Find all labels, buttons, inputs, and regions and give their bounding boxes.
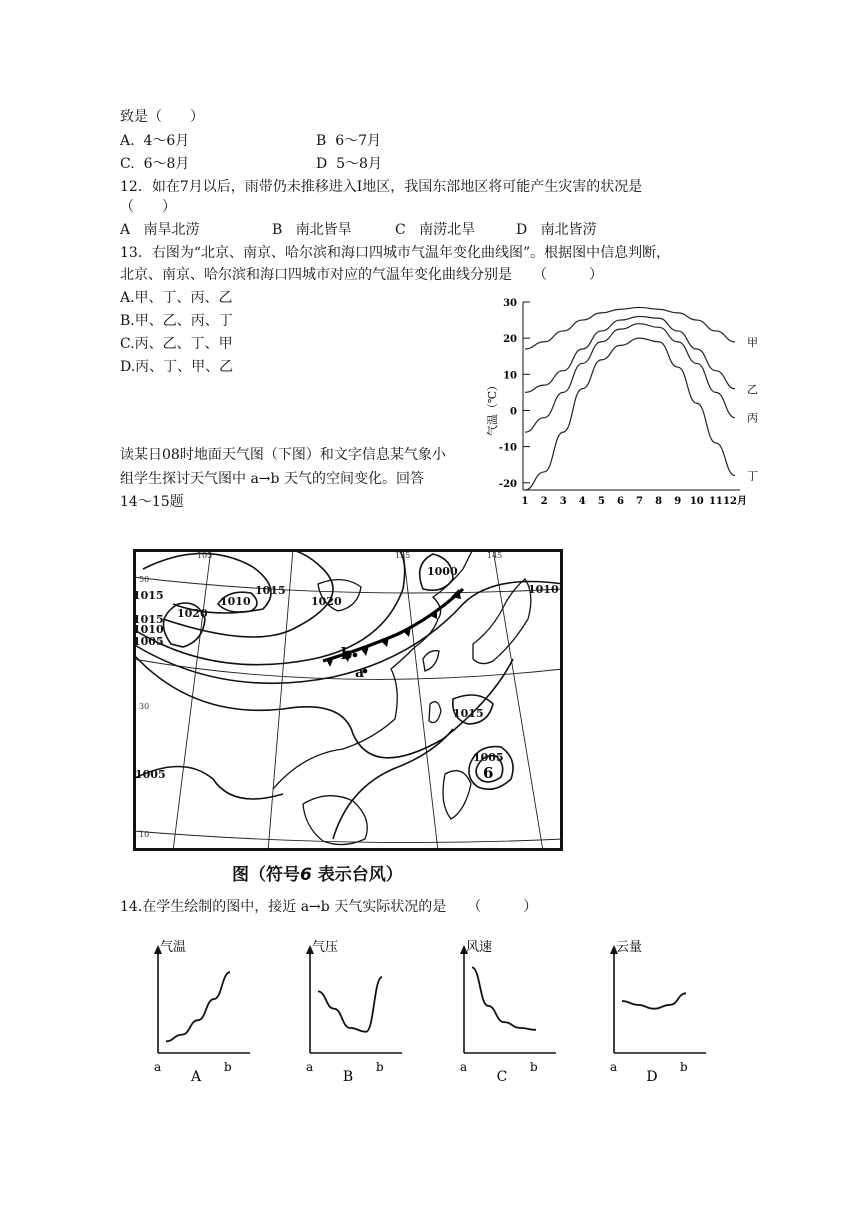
option-chart-c <box>446 935 566 1085</box>
option-text: 6～7月 <box>335 133 382 149</box>
q12-paren: （ ） <box>120 199 176 215</box>
x-tick-label: 1 <box>521 496 529 507</box>
isobar-label: 1010 <box>220 595 251 608</box>
option-label: C. <box>120 156 135 172</box>
x-tick-label: 9 <box>674 496 682 507</box>
q11-option-a <box>120 132 189 150</box>
y-tick-label: 10 <box>503 370 517 382</box>
q14-stem: 14.在学生绘制的图中，接近 a→b 天气实际状况的是 （ ） <box>120 899 538 915</box>
option-text: 南北皆旱 <box>295 222 352 238</box>
lon-label: 135 <box>395 551 411 560</box>
isobar-label: 1005 <box>135 768 166 781</box>
lon-label: 105 <box>197 551 213 560</box>
series-line-丁 <box>525 338 735 490</box>
mini-option-id: C <box>496 1069 508 1085</box>
option-text: 6～8月 <box>143 156 190 172</box>
mini-option-id: A <box>190 1069 202 1085</box>
x-tick-label: 8 <box>655 496 663 507</box>
y-tick-label: -10 <box>498 442 517 454</box>
series-line-丙 <box>525 324 735 432</box>
lat-label: 30 <box>139 702 150 711</box>
isobar-label: 1010 <box>528 583 559 596</box>
lat-label: 50 <box>139 575 150 584</box>
series-label-甲: 甲 <box>747 335 758 349</box>
option-text: 南涝北旱 <box>419 222 476 238</box>
mini-x-end: b <box>376 1060 384 1074</box>
mini-y-label: 风速 <box>466 940 493 955</box>
caption-tail: 表示台风） <box>317 865 403 885</box>
option-label: D <box>516 222 528 238</box>
option-label: B <box>272 222 283 238</box>
mini-x-end: b <box>680 1060 688 1074</box>
option-text: 4～6月 <box>143 133 190 149</box>
q13-option-a: A.甲、丁、丙、乙 <box>120 290 233 306</box>
caption-text: 图（符号 <box>232 865 300 885</box>
y-tick-label: 20 <box>503 334 517 346</box>
option-label: D <box>316 156 328 172</box>
mini-trend-curve <box>318 977 382 1032</box>
y-tick-label: 0 <box>510 406 517 418</box>
series-line-甲 <box>525 307 735 349</box>
x-tick-label: 4 <box>578 496 586 507</box>
typhoon-glyph: 6 <box>300 865 312 885</box>
q12-option-a <box>120 221 199 239</box>
option-label: A <box>120 222 131 238</box>
q13-option-b: B.甲、乙、丙、丁 <box>120 313 233 329</box>
q11-stem-tail: 致是（ ） <box>120 109 204 125</box>
series-label-丙: 丙 <box>747 411 758 425</box>
option-text: 5～8月 <box>336 156 382 172</box>
isobar-label: 1000 <box>427 565 458 578</box>
mini-x-end: b <box>530 1060 538 1074</box>
mini-x-start: a <box>610 1060 618 1074</box>
x-tick-label: 2 <box>540 496 548 507</box>
q13-option-c: C.丙、乙、丁、甲 <box>120 336 233 352</box>
q13-option-d: D.丙、丁、甲、乙 <box>120 359 234 375</box>
isobar-label: 1005 <box>473 751 504 764</box>
option-chart-b <box>292 935 412 1085</box>
mini-x-start: a <box>306 1060 314 1074</box>
option-label: B <box>316 133 327 149</box>
series-label-丁: 丁 <box>747 469 758 483</box>
y-tick-label: 30 <box>503 298 517 309</box>
x-tick-label: 6 <box>616 496 624 507</box>
lon-label: 145 <box>487 551 503 560</box>
mini-y-label: 气温 <box>160 940 187 955</box>
intro-line2: 组学生探讨天气图中 a→b 天气的空间变化。回答 <box>120 471 424 487</box>
isobar-label: 1020 <box>177 607 208 620</box>
surface-weather-map <box>133 549 563 851</box>
isobar-label: 1015 <box>133 613 164 626</box>
intro-line3: 14～15题 <box>120 494 184 510</box>
series-line-乙 <box>525 316 735 392</box>
mini-x-end: b <box>224 1060 232 1074</box>
q12-option-c <box>395 221 475 239</box>
point-a-label: a <box>355 665 365 681</box>
x-tick-label: 12月 <box>723 496 747 507</box>
mini-y-label: 气压 <box>312 940 339 955</box>
x-tick-label: 11 <box>708 496 723 507</box>
mini-trend-curve <box>622 993 686 1008</box>
x-tick-label: 5 <box>597 496 605 507</box>
q13-stem-line1: 13．右图为“北京、南京、哈尔滨和海口四城市气温年变化曲线图”。根据图中信息判断， <box>120 245 671 261</box>
mini-trend-curve <box>472 967 536 1029</box>
q11-option-c <box>120 155 189 173</box>
intro-line1: 读某日08时地面天气图（下图）和文字信息某气象小 <box>120 447 446 463</box>
isobar-label: 1015 <box>133 589 164 602</box>
isobar-label: 1015 <box>255 584 286 597</box>
q13-stem-line2: 北京、南京、哈尔滨和海口四城市对应的气温年变化曲线分别是 （ ） <box>120 267 603 283</box>
mini-x-start: a <box>154 1060 162 1074</box>
q12-option-b <box>272 221 352 239</box>
series-label-乙: 乙 <box>747 382 758 396</box>
isobar-label: 1020 <box>311 595 342 608</box>
temperature-annual-chart <box>470 290 760 515</box>
option-chart-a <box>140 935 260 1085</box>
typhoon-symbol-icon: 6 <box>483 764 494 782</box>
option-chart-d <box>596 935 716 1085</box>
option-text: 南旱北涝 <box>143 222 200 238</box>
point-b-marker <box>353 653 358 658</box>
lat-label: 10 <box>139 830 150 839</box>
option-label: A. <box>120 133 135 149</box>
q12-option-d <box>516 221 597 239</box>
x-tick-label: 7 <box>636 496 644 507</box>
y-tick-label: -20 <box>498 478 517 490</box>
mini-option-id: B <box>342 1069 354 1085</box>
x-tick-label: 10 <box>689 496 704 507</box>
option-label: C <box>395 222 406 238</box>
isobar-label: 1015 <box>453 707 484 720</box>
q11-option-b <box>316 132 381 150</box>
isobar-label: 1010 <box>133 623 164 636</box>
point-b-label: b <box>341 644 353 663</box>
weather-map-caption <box>232 860 403 885</box>
x-tick-label: 3 <box>559 496 567 507</box>
isobar-label: 1005 <box>133 635 164 648</box>
option-text: 南北皆涝 <box>540 222 597 238</box>
mini-option-id: D <box>646 1069 658 1085</box>
q12-stem: 12．如在7月以后，雨带仍未推移进入Ⅰ地区，我国东部地区将可能产生灾害的状况是 <box>120 179 643 195</box>
mini-trend-curve <box>166 972 230 1041</box>
mini-x-start: a <box>460 1060 468 1074</box>
q11-option-d <box>316 155 382 173</box>
y-axis-label: 气温（℃） <box>486 379 499 437</box>
mini-y-label: 云量 <box>616 940 643 955</box>
